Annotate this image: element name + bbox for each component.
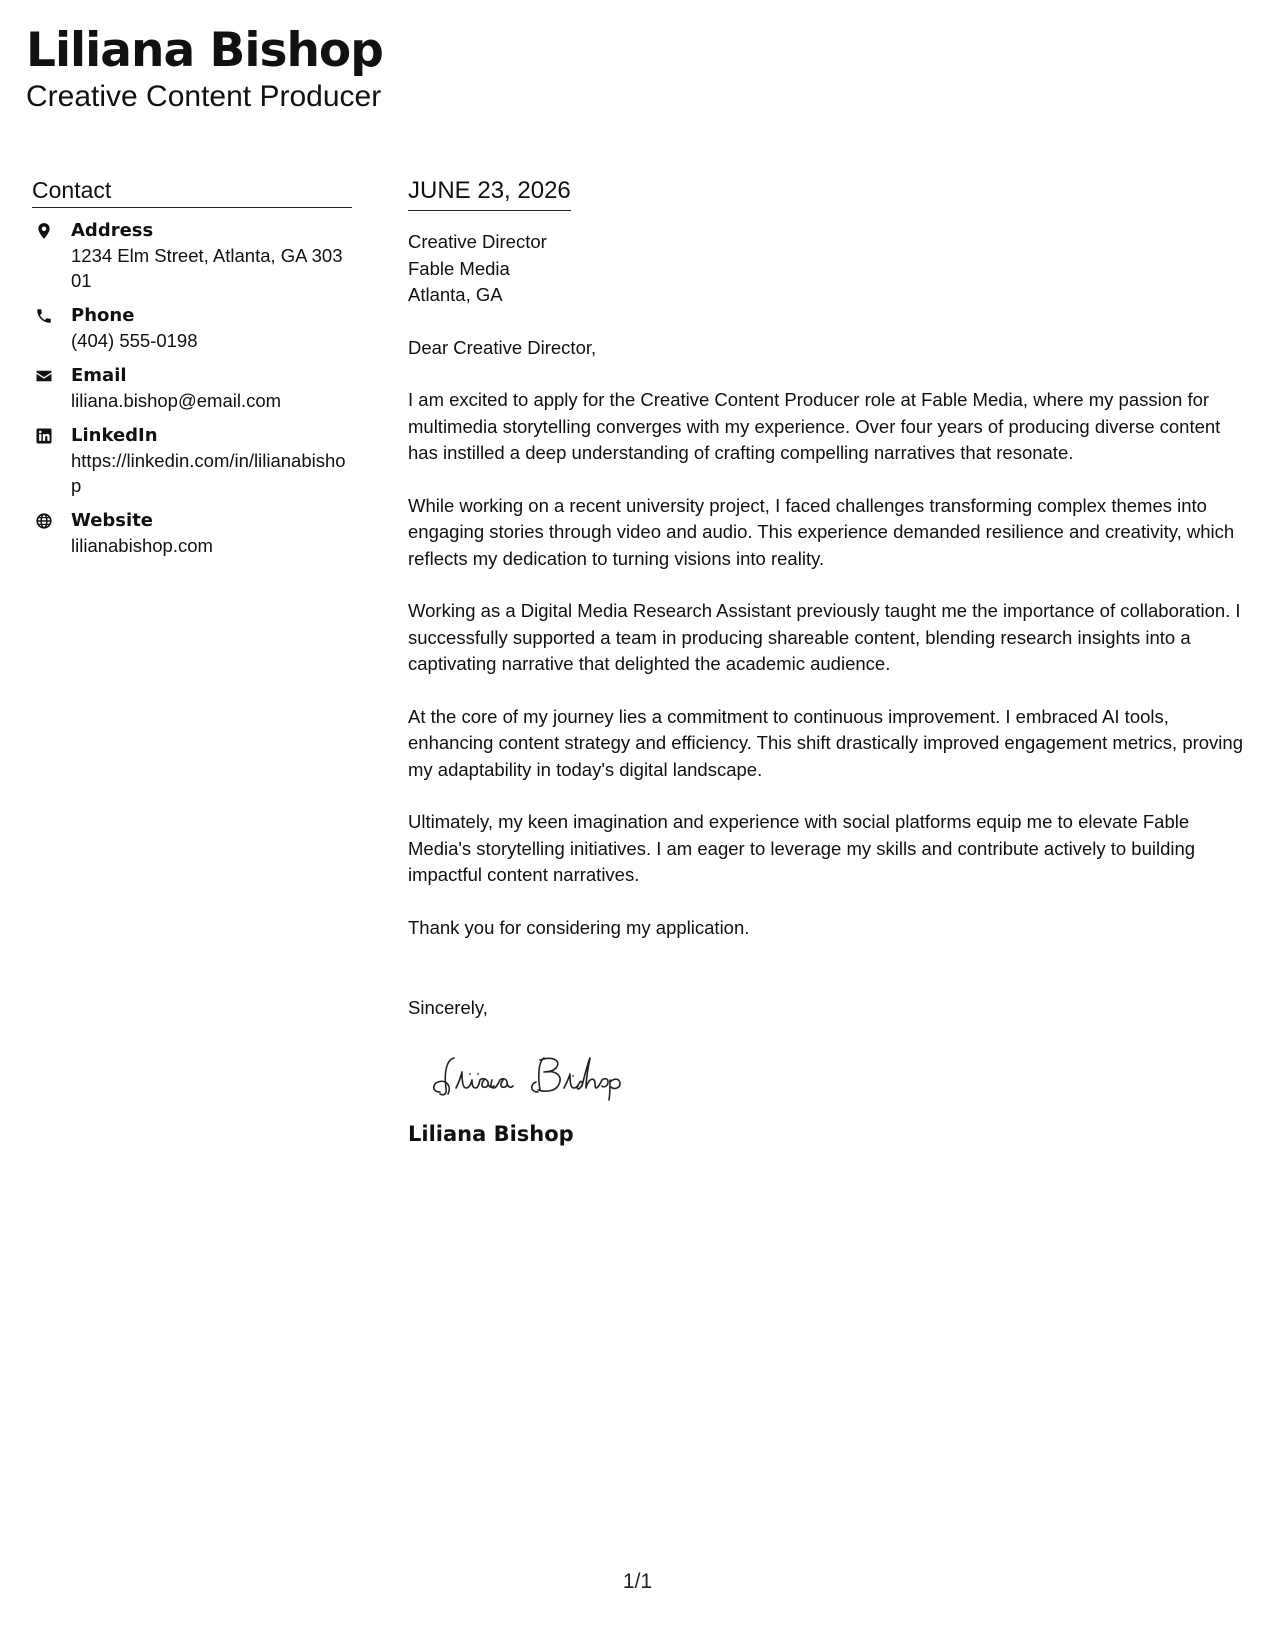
contact-label: LinkedIn xyxy=(71,425,158,446)
contact-item-linkedin xyxy=(32,423,352,498)
recipient-block xyxy=(408,229,1253,309)
phone-icon xyxy=(35,307,53,325)
contact-item-email xyxy=(32,363,352,413)
globe-icon xyxy=(35,512,53,530)
address-value: 1234 Elm Street, Atlanta, GA 30301 xyxy=(71,245,343,291)
letter-date: JUNE 23, 2026 xyxy=(408,177,571,204)
signer-name: Liliana Bishop xyxy=(408,1121,574,1146)
recipient-company: Fable Media xyxy=(408,257,510,279)
contact-item-website xyxy=(32,508,352,558)
recipient-location: Atlanta, GA xyxy=(408,284,503,305)
envelope-icon xyxy=(35,367,53,385)
body-paragraph: While working on a recent university project, I faced challenges transforming complex themes into engaging stories through video and audio. This experience demanded resilience and creativity, which reflects my dedication to turning visions into reality. xyxy=(408,494,1235,569)
contact-item-address xyxy=(32,218,352,293)
contact-heading: Contact xyxy=(32,176,352,208)
signature-image xyxy=(426,1044,666,1104)
applicant-role: Creative Content Producer xyxy=(26,80,382,113)
page-number: 1/1 xyxy=(622,1570,653,1593)
recipient-title: Creative Director xyxy=(408,231,547,252)
email-value[interactable]: liliana.bishop@email.com xyxy=(71,390,282,411)
body-paragraph: I am excited to apply for the Creative Content Producer role at Fable Media, where my passion for multimedia storytelling converges with my experience. Over four years of producing diverse content has instilled a deep understanding of crafting compelling narratives that resonate. xyxy=(408,389,1221,463)
contact-sidebar xyxy=(32,176,352,568)
linkedin-value[interactable]: https://linkedin.com/in/lilianabishop xyxy=(71,450,346,496)
closing: Sincerely, xyxy=(408,997,488,1018)
thank-you-line: Thank you for considering my application. xyxy=(408,916,750,938)
phone-value: (404) 555-0198 xyxy=(71,330,198,351)
contact-item-phone xyxy=(32,303,352,353)
contact-label: Email xyxy=(71,365,127,386)
letter-body xyxy=(408,176,1253,1148)
body-paragraph: Ultimately, my keen imagination and experience with social platforms equip me to elevate Fable Media's storytelling initiatives. I am eager to leverage my skills and contribute actively to building impactful content narratives. xyxy=(408,811,1196,885)
linkedin-icon xyxy=(35,427,53,445)
salutation: Dear Creative Director, xyxy=(408,336,597,358)
body-paragraph: At the core of my journey lies a commitment to continuous improvement. I embraced AI tools, enhancing content strategy and efficiency. This shift drastically improved engagement metrics, proving my adaptability in today's digital landscape. xyxy=(408,705,1243,780)
contact-label: Phone xyxy=(71,305,135,326)
body-paragraph: Working as a Digital Media Research Assistant previously taught me the importance of collaboration. I successfully supported a team in producing shareable content, blending research insights into a captivating narrative that delighted the academic audience. xyxy=(408,600,1241,674)
contact-label: Address xyxy=(71,220,154,241)
letter-header xyxy=(26,22,383,114)
contact-label: Website xyxy=(71,510,154,531)
date-block xyxy=(408,176,571,211)
website-value[interactable]: lilianabishop.com xyxy=(71,535,213,556)
applicant-name: Liliana Bishop xyxy=(26,23,383,78)
map-pin-icon xyxy=(35,222,53,240)
